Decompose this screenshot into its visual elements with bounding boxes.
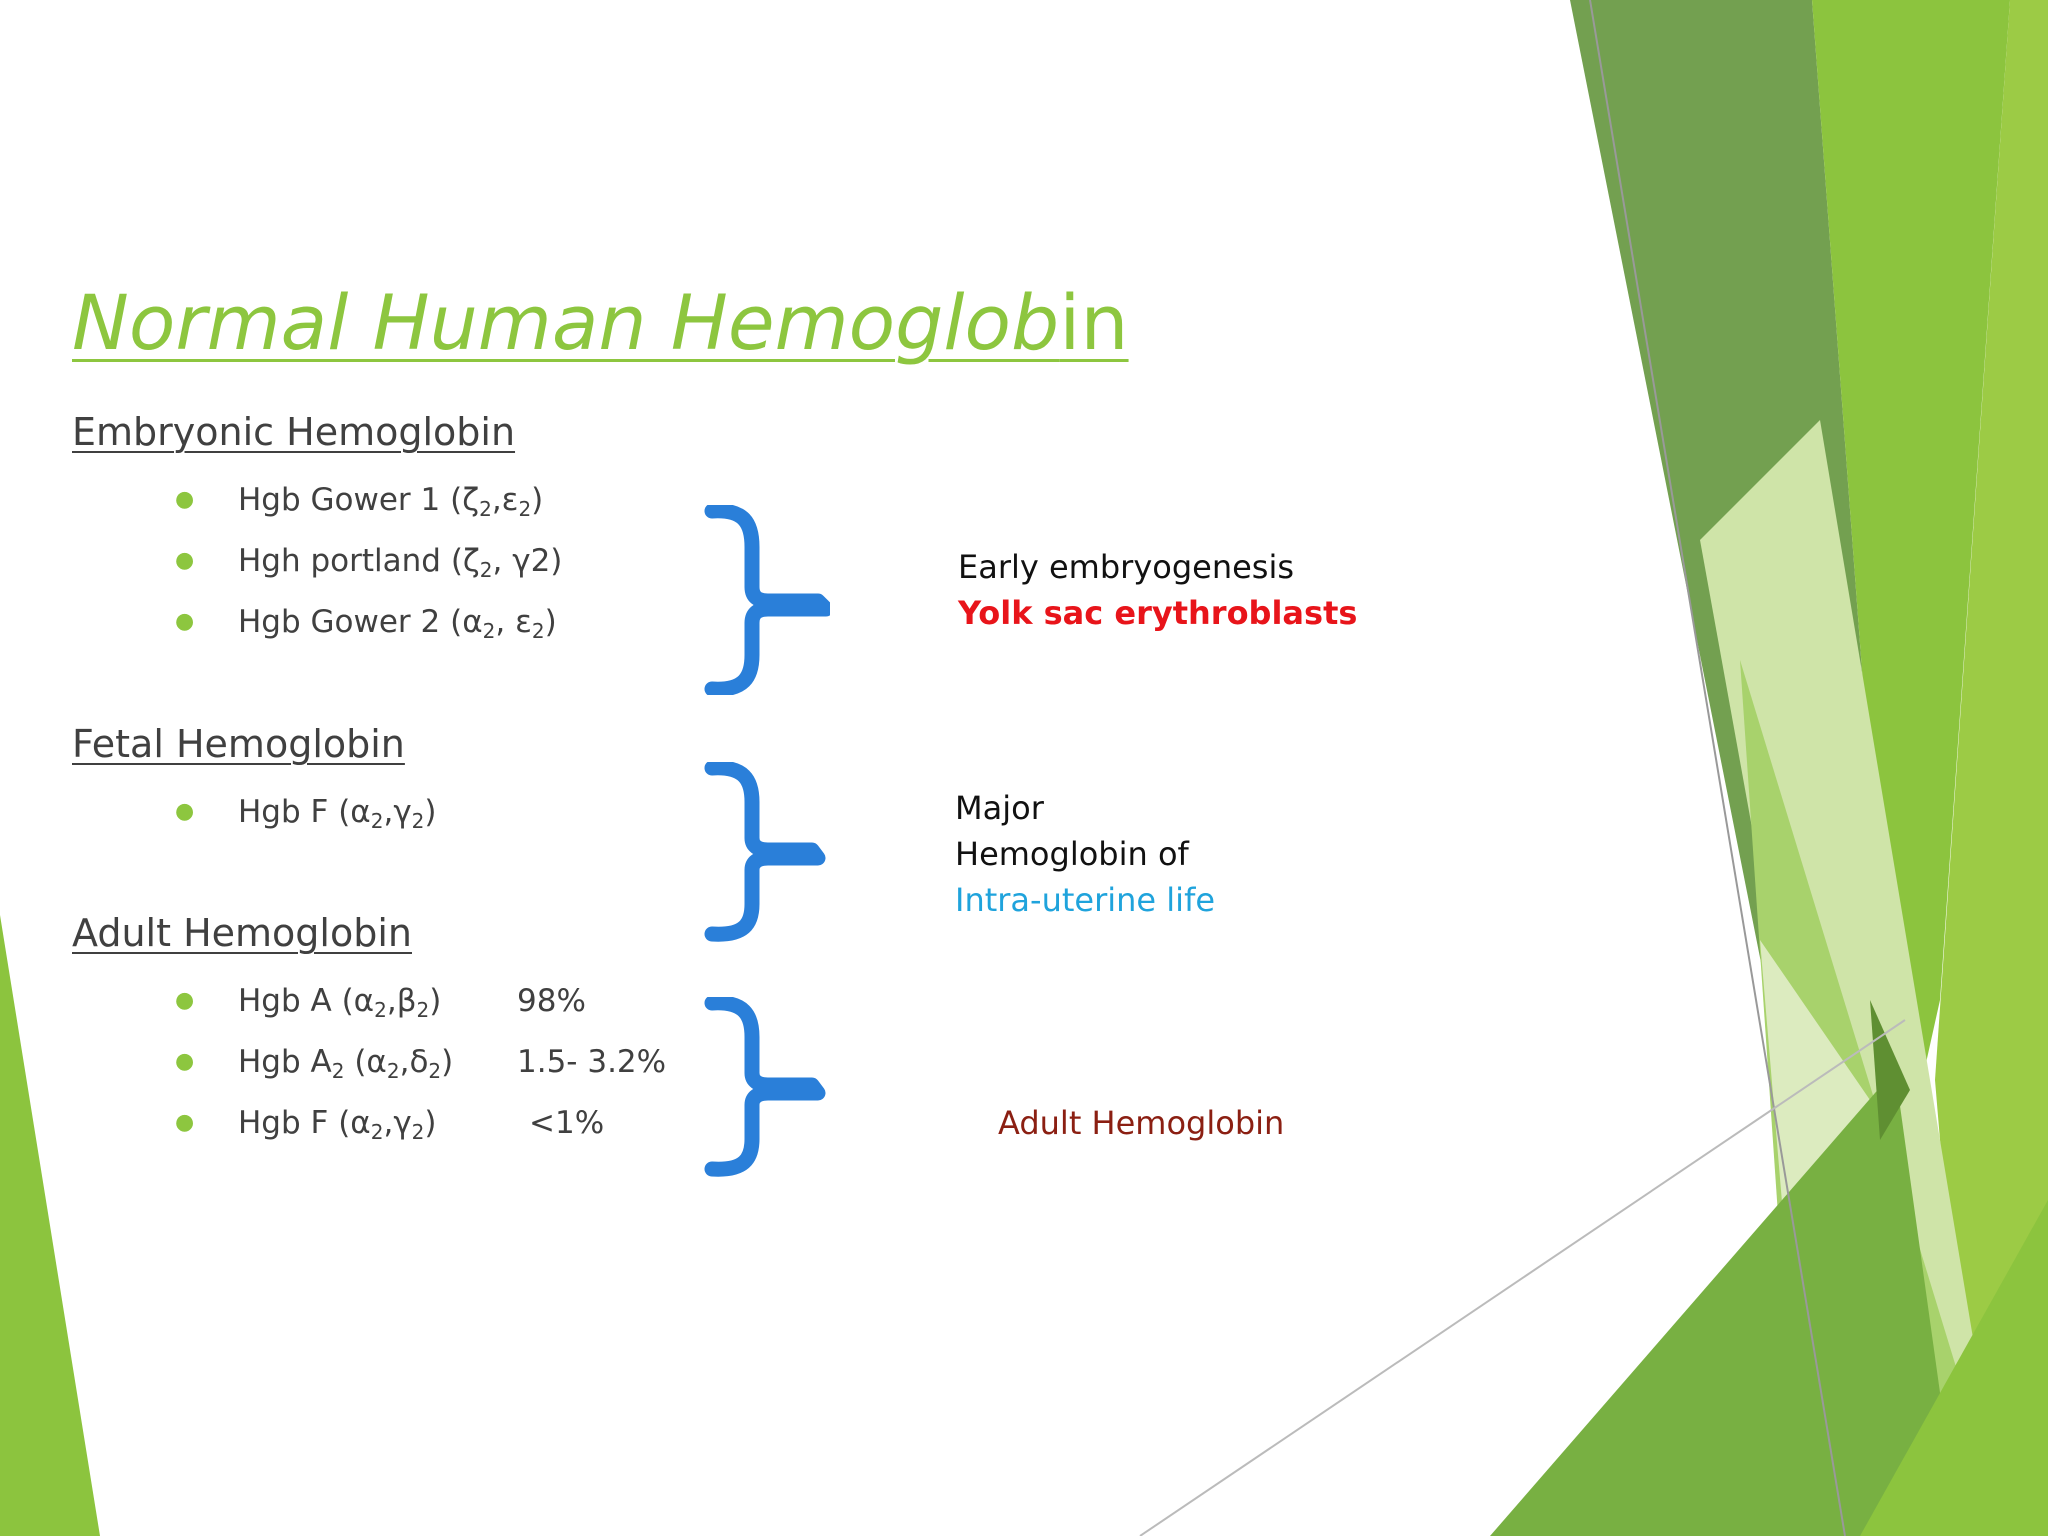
item-percent: 1.5- 3.2% — [517, 1044, 667, 1080]
slide-title-italic-part: Normal Human Hemoglob — [72, 278, 1060, 367]
note-fetal-line-2: Hemoglobin of — [955, 835, 1189, 873]
item-label: Hgh portland ($\zeta_2$, γ2) — [238, 543, 563, 582]
item-label: Hgb Gower 1 $(\zeta_2,\varepsilon_2)$ — [238, 482, 544, 521]
note-embryonic — [958, 544, 1357, 636]
note-adult-line-1: Adult Hemoglobin — [998, 1104, 1285, 1142]
note-embryonic-line-1: Early embryogenesis — [958, 548, 1295, 586]
left-green-shard — [0, 915, 100, 1536]
bullet-dot-icon: ● — [175, 1110, 195, 1135]
note-adult — [998, 1100, 1284, 1146]
right-curly-brace-icon — [700, 762, 830, 942]
item-label: Hgb Gower 2 ($\alpha_2$, $\varepsilon_2$) — [238, 604, 557, 643]
section-heading-embryonic: Embryonic Hemoglobin — [72, 410, 516, 454]
bullet-dot-icon: ● — [175, 548, 195, 573]
slide-title — [72, 278, 1129, 367]
item-label: Hgb A $(\alpha_2,\beta_2)$ — [238, 983, 442, 1022]
section-heading-fetal: Fetal Hemoglobin — [72, 722, 405, 766]
section-heading-adult: Adult Hemoglobin — [72, 911, 412, 955]
bullet-dot-icon: ● — [175, 988, 195, 1013]
bottom-right-green-block — [1490, 1070, 1960, 1536]
slide-title-plain-part: in — [1059, 278, 1129, 367]
right-curly-brace-icon — [700, 997, 830, 1177]
bullet-dot-icon: ● — [175, 1049, 195, 1074]
bullet-dot-icon: ● — [175, 487, 195, 512]
right-curly-brace-icon — [700, 505, 830, 695]
note-fetal — [955, 785, 1215, 923]
item-label: Hgb F $(\alpha_2,\gamma_2)$ — [238, 794, 437, 833]
item-percent: <1% — [529, 1105, 605, 1141]
note-fetal-line-1: Major — [955, 789, 1044, 827]
bullet-dot-icon: ● — [175, 799, 195, 824]
item-percent: 98% — [517, 983, 586, 1019]
item-label: Hgb $A_2$ $(\alpha_2,\delta_2)$ — [238, 1044, 454, 1083]
note-embryonic-line-2: Yolk sac erythroblasts — [958, 594, 1358, 632]
bullet-dot-icon: ● — [175, 609, 195, 634]
item-label: Hgb F $(\alpha_2,\gamma_2)$ — [238, 1105, 437, 1144]
note-fetal-line-3: Intra-uterine life — [955, 881, 1216, 919]
